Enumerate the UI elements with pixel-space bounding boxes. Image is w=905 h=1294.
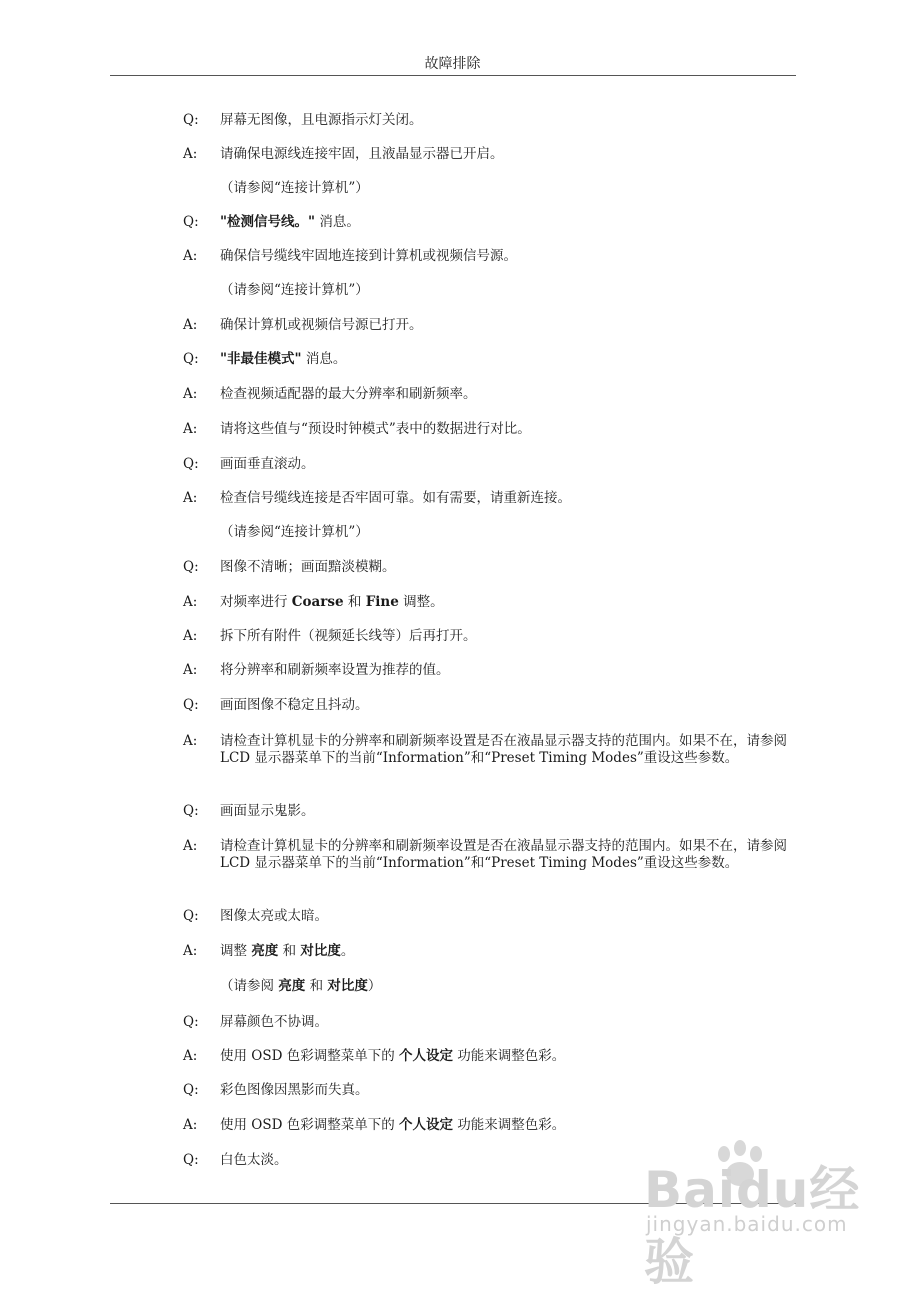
answer-label: A:: [183, 248, 198, 264]
question-label: Q:: [183, 697, 199, 713]
answer-label: A:: [183, 317, 198, 333]
answer-label: A:: [183, 594, 198, 610]
qa-text-part: 使用 OSD 色彩调整菜单下的: [220, 1048, 400, 1064]
question-label: Q:: [183, 1082, 199, 1098]
baidu-jingyan-watermark: [636, 1140, 896, 1291]
question-label: Q:: [183, 214, 199, 230]
qa-text-part: 和: [305, 978, 328, 994]
qa-text-part: （请参阅“连接计算机”）: [220, 180, 369, 196]
qa-text: [220, 351, 798, 368]
qa-text: [220, 214, 798, 231]
qa-text: [220, 943, 798, 960]
qa-text: [220, 838, 798, 872]
answer-label: A:: [183, 628, 198, 644]
qa-text-part: 屏幕颜色不协调。: [220, 1014, 328, 1030]
qa-text-emphasis: 对比度: [300, 943, 341, 959]
qa-text-part: 屏幕无图像，且电源指示灯关闭。: [220, 112, 423, 128]
qa-text-part: 画面图像不稳定且抖动。: [220, 697, 369, 713]
question-label: Q:: [183, 559, 199, 575]
answer-label: A:: [183, 1048, 198, 1064]
qa-text-part: 调整: [220, 943, 252, 959]
qa-text: [220, 662, 798, 679]
qa-text-part: 请将这些值与“预设时钟模式”表中的数据进行对比。: [220, 421, 531, 437]
qa-text: [220, 594, 798, 611]
qa-text-emphasis: 亮度: [251, 943, 279, 959]
watermark-logo: Baidu经验: [644, 1161, 861, 1291]
qa-text-part: 功能来调整色彩。: [453, 1048, 566, 1064]
qa-text-part: 检查信号缆线连接是否牢固可靠。如有需要，请重新连接。: [220, 490, 571, 506]
qa-text-part: 使用 OSD 色彩调整菜单下的: [220, 1117, 400, 1133]
qa-text-emphasis: "非最佳模式": [220, 351, 302, 367]
qa-text-part: 功能来调整色彩。: [453, 1117, 566, 1133]
qa-text-part: ）: [367, 978, 382, 994]
qa-text-part: 请确保电源线连接牢固，且液晶显示器已开启。: [220, 146, 504, 162]
qa-text-part: 调整。: [398, 594, 444, 610]
qa-text: [220, 978, 798, 995]
qa-text: [220, 421, 798, 438]
question-label: Q:: [183, 1014, 199, 1030]
qa-text-emphasis: 对比度: [327, 978, 368, 994]
answer-label: A:: [183, 733, 198, 749]
question-label: Q:: [183, 351, 199, 367]
qa-text-part: 画面显示鬼影。: [220, 803, 315, 819]
question-label: Q:: [183, 1152, 199, 1168]
qa-text: [220, 733, 798, 767]
qa-text-part: 彩色图像因黑影而失真。: [220, 1082, 369, 1098]
qa-text-part: 图像太亮或太暗。: [220, 908, 328, 924]
qa-text-part: 请检查计算机显卡的分辨率和刷新频率设置是否在液晶显示器支持的范围内。如果不在，请参阅 LCD 显示器菜单下的当前“Information”和“Preset Timing Modes”重设这些参数。: [220, 838, 787, 871]
qa-text-part: 画面垂直滚动。: [220, 456, 315, 472]
qa-text-part: 白色太淡。: [220, 1152, 288, 1168]
answer-label: A:: [183, 421, 198, 437]
qa-text: [220, 1117, 798, 1134]
qa-text-part: 和: [278, 943, 301, 959]
question-label: Q:: [183, 112, 199, 128]
qa-text-part: 和: [343, 594, 366, 610]
answer-label: A:: [183, 146, 198, 162]
qa-text-part: 确保信号缆线牢固地连接到计算机或视频信号源。: [220, 248, 517, 264]
qa-text: [220, 146, 798, 163]
qa-text-emphasis: Fine: [365, 594, 399, 610]
qa-text-part: 消息。: [315, 214, 360, 230]
qa-text-part: （请参阅“连接计算机”）: [220, 524, 369, 540]
qa-text-part: （请参阅: [220, 978, 279, 994]
qa-text: [220, 112, 798, 129]
qa-text-part: 拆下所有附件（视频延长线等）后再打开。: [220, 628, 477, 644]
qa-text-part: 检查视频适配器的最大分辨率和刷新频率。: [220, 386, 477, 402]
qa-text-emphasis: 亮度: [278, 978, 306, 994]
qa-text-emphasis: "检测信号线。": [220, 214, 316, 230]
answer-label: A:: [183, 490, 198, 506]
qa-text: [220, 180, 798, 197]
qa-text-part: 请检查计算机显卡的分辨率和刷新频率设置是否在液晶显示器支持的范围内。如果不在，请参阅 LCD 显示器菜单下的当前“Information”和“Preset Timing Modes”重设这些参数。: [220, 733, 787, 766]
qa-text: [220, 908, 798, 925]
question-label: Q:: [183, 908, 199, 924]
qa-text-emphasis: 个人设定: [399, 1048, 454, 1064]
answer-label: A:: [183, 1117, 198, 1133]
qa-text-emphasis: 个人设定: [399, 1117, 454, 1133]
qa-text-part: 消息。: [301, 351, 347, 367]
qa-text-part: 图像不清晰；画面黯淡模糊。: [220, 559, 396, 575]
qa-text: [220, 386, 798, 403]
qa-text: [220, 248, 798, 265]
qa-text: [220, 317, 798, 334]
qa-text: [220, 628, 798, 645]
qa-text: [220, 456, 798, 473]
question-label: Q:: [183, 456, 199, 472]
answer-label: A:: [183, 386, 198, 402]
question-label: Q:: [183, 803, 199, 819]
qa-text-part: 对频率进行: [220, 594, 292, 610]
qa-text-emphasis: Coarse: [291, 594, 344, 610]
qa-text: [220, 524, 798, 541]
qa-text-part: （请参阅“连接计算机”）: [220, 282, 369, 298]
qa-text: [220, 803, 798, 820]
qa-text: [220, 1014, 798, 1031]
qa-text-part: 确保计算机或视频信号源已打开。: [220, 317, 423, 333]
qa-text-part: 。: [340, 943, 355, 959]
answer-label: A:: [183, 943, 198, 959]
qa-text: [220, 1048, 798, 1065]
qa-text: [220, 282, 798, 299]
answer-label: A:: [183, 838, 198, 854]
watermark-url: jingyan.baidu.com: [646, 1212, 848, 1236]
qa-text: [220, 697, 798, 714]
answer-label: A:: [183, 662, 198, 678]
qa-text: [220, 559, 798, 576]
qa-text: [220, 1082, 798, 1099]
page-header-title: 故障排除: [424, 56, 481, 72]
qa-text: [220, 490, 798, 507]
qa-text-part: 将分辨率和刷新频率设置为推荐的值。: [220, 662, 450, 678]
